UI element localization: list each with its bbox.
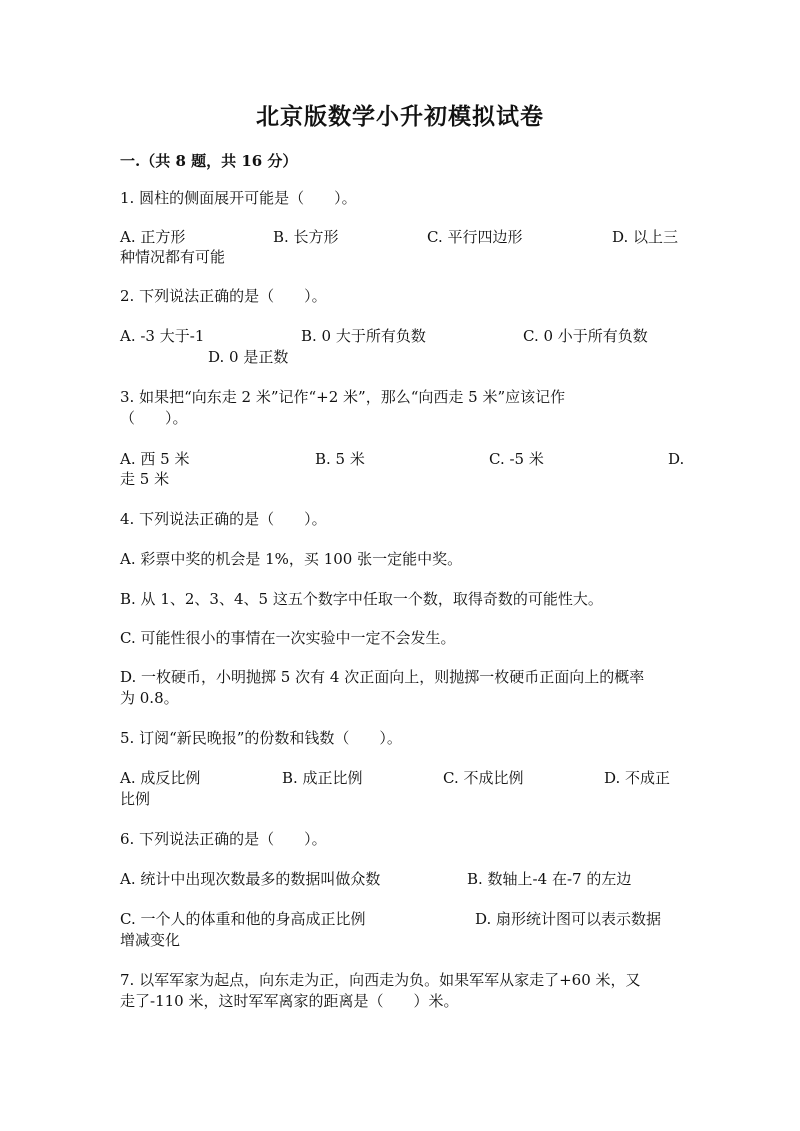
question-3-option-b[interactable]: B. 5 米 (315, 450, 365, 468)
question-6-options-row1 (120, 869, 680, 890)
question-6-stem: 6. 下列说法正确的是（ ）。 (120, 830, 327, 848)
question-3-option-a[interactable]: A. 西 5 米 (120, 450, 190, 468)
question-4-option-d[interactable]: D. 一枚硬币，小明抛掷 5 次有 4 次正面向上，则抛掷一枚硬币正面向上的概率 (120, 668, 645, 686)
question-3-option-c[interactable]: C. -5 米 (489, 450, 544, 468)
question-6-option-b[interactable]: B. 数轴上-4 在-7 的左边 (467, 870, 632, 888)
question-4-option-d-continuation: 为 0.8。 (120, 689, 179, 707)
question-6-option-d[interactable]: D. 扇形统计图可以表示数据 (475, 910, 662, 928)
question-6-option-a[interactable]: A. 统计中出现次数最多的数据叫做众数 (120, 870, 381, 888)
question-7-stem-line1: 7. 以军军家为起点，向东走为正，向西走为负。如果军军从家走了+60 米，又 (120, 971, 641, 989)
question-5-option-c[interactable]: C. 不成比例 (443, 769, 524, 787)
question-4-option-a[interactable]: A. 彩票中奖的机会是 1%，买 100 张一定能中奖。 (120, 550, 463, 568)
question-5-option-d-continuation: 比例 (120, 790, 151, 808)
question-1-option-b[interactable]: B. 长方形 (273, 228, 339, 246)
question-5-options (120, 768, 680, 789)
question-2-stem: 2. 下列说法正确的是（ ）。 (120, 287, 327, 305)
question-4-stem: 4. 下列说法正确的是（ ）。 (120, 510, 327, 528)
question-3-stem-line2: （ ）。 (120, 409, 188, 427)
question-5-stem: 5. 订阅“新民晚报”的份数和钱数（ ）。 (120, 729, 402, 747)
question-1-stem: 1. 圆柱的侧面展开可能是（ ）。 (120, 189, 357, 207)
question-1-option-a[interactable]: A. 正方形 (120, 228, 186, 246)
question-3-stem-line1: 3. 如果把“向东走 2 米”记作“+2 米”，那么“向西走 5 米”应该记作 (120, 388, 566, 406)
question-3-option-d[interactable]: D. (668, 450, 685, 468)
question-6-option-d-continuation: 增减变化 (120, 931, 181, 949)
question-1-option-c[interactable]: C. 平行四边形 (427, 228, 523, 246)
question-2-option-d[interactable]: D. 0 是正数 (208, 348, 289, 366)
section-heading: 一.（共 8 题，共 16 分） (120, 152, 298, 170)
page-title: 北京版数学小升初模拟试卷 (256, 103, 544, 130)
question-4-option-c[interactable]: C. 可能性很小的事情在一次实验中一定不会发生。 (120, 629, 456, 647)
question-5-option-d[interactable]: D. 不成正 (604, 769, 671, 787)
question-5-option-a[interactable]: A. 成反比例 (120, 769, 201, 787)
question-1-option-d[interactable]: D. 以上三 (612, 228, 679, 246)
question-6-option-c[interactable]: C. 一个人的体重和他的身高成正比例 (120, 910, 366, 928)
question-2-option-b[interactable]: B. 0 大于所有负数 (301, 327, 426, 345)
question-2-options (120, 326, 680, 347)
question-1-option-d-continuation: 种情况都有可能 (120, 248, 226, 266)
question-3-options (120, 449, 685, 470)
question-2-option-c[interactable]: C. 0 小于所有负数 (523, 327, 648, 345)
question-6-options-row2 (120, 909, 680, 930)
question-1-options (120, 227, 680, 248)
question-2-option-a[interactable]: A. -3 大于-1 (120, 327, 205, 345)
question-5-option-b[interactable]: B. 成正比例 (282, 769, 363, 787)
question-3-option-d-continuation: 走 5 米 (120, 470, 170, 488)
question-7-stem-line2: 走了-110 米，这时军军离家的距离是（ ）米。 (120, 992, 459, 1010)
question-4-option-b[interactable]: B. 从 1、2、3、4、5 这五个数字中任取一个数，取得奇数的可能性大。 (120, 590, 603, 608)
